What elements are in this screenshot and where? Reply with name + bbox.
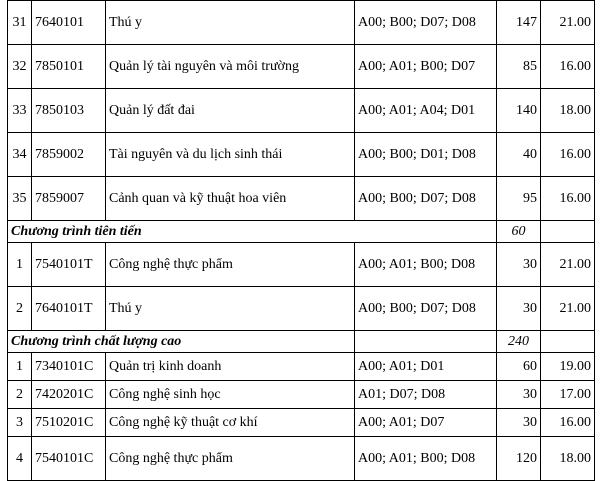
quota: 147 <box>497 1 541 45</box>
cutoff-score: 16.00 <box>541 177 595 221</box>
program-code: 7640101T <box>32 287 106 331</box>
program-name: Công nghệ sinh học <box>106 381 355 409</box>
program-code: 7540101C <box>32 437 106 481</box>
cutoff-score: 21.00 <box>541 287 595 331</box>
subject-combinations: A00; A01; A04; D01 <box>355 89 497 133</box>
table-row <box>8 45 595 89</box>
cutoff-score: 16.00 <box>541 45 595 89</box>
table-row <box>8 1 595 45</box>
empty-cell <box>541 331 595 353</box>
quota: 30 <box>497 243 541 287</box>
quota: 120 <box>497 437 541 481</box>
row-number: 35 <box>8 177 32 221</box>
cutoff-score: 18.00 <box>541 437 595 481</box>
subject-combinations: A00; B00; D07; D08 <box>355 287 497 331</box>
table-row <box>8 381 595 409</box>
empty-cell <box>355 331 497 353</box>
section-title: Chương trình chất lượng cao <box>8 331 355 353</box>
quota: 140 <box>497 89 541 133</box>
quota: 30 <box>497 409 541 437</box>
row-number: 1 <box>8 353 32 381</box>
table-row <box>8 287 595 331</box>
program-name: Công nghệ thực phẩm <box>106 243 355 287</box>
program-code: 7850103 <box>32 89 106 133</box>
cutoff-score: 19.00 <box>541 353 595 381</box>
subject-combinations: A00; A01; D07 <box>355 409 497 437</box>
program-code: 7850101 <box>32 45 106 89</box>
program-code: 7510201C <box>32 409 106 437</box>
row-number: 34 <box>8 133 32 177</box>
quota: 30 <box>497 381 541 409</box>
program-code: 7420201C <box>32 381 106 409</box>
table-row <box>8 353 595 381</box>
subject-combinations: A00; A01; D01 <box>355 353 497 381</box>
cutoff-score: 18.00 <box>541 89 595 133</box>
quota: 40 <box>497 133 541 177</box>
program-code: 7859002 <box>32 133 106 177</box>
subject-combinations: A00; A01; B00; D07 <box>355 45 497 89</box>
program-name: Cảnh quan và kỹ thuật hoa viên <box>106 177 355 221</box>
program-code: 7340101C <box>32 353 106 381</box>
section-row <box>8 221 595 243</box>
cutoff-score: 16.00 <box>541 409 595 437</box>
program-name: Công nghệ kỹ thuật cơ khí <box>106 409 355 437</box>
section-quota: 60 <box>497 221 541 243</box>
row-number: 31 <box>8 1 32 45</box>
cutoff-score: 21.00 <box>541 243 595 287</box>
admissions-table <box>7 0 595 481</box>
subject-combinations: A00; B00; D01; D08 <box>355 133 497 177</box>
row-number: 2 <box>8 287 32 331</box>
table-row <box>8 243 595 287</box>
section-quota: 240 <box>497 331 541 353</box>
subject-combinations: A00; A01; B00; D08 <box>355 437 497 481</box>
table-row <box>8 177 595 221</box>
table-row <box>8 133 595 177</box>
quota: 30 <box>497 287 541 331</box>
row-number: 1 <box>8 243 32 287</box>
cutoff-score: 21.00 <box>541 1 595 45</box>
program-code: 7540101T <box>32 243 106 287</box>
row-number: 2 <box>8 381 32 409</box>
empty-cell <box>541 221 595 243</box>
program-name: Quản trị kinh doanh <box>106 353 355 381</box>
cutoff-score: 16.00 <box>541 133 595 177</box>
section-title: Chương trình tiên tiến <box>8 221 497 243</box>
subject-combinations: A00; B00; D07; D08 <box>355 1 497 45</box>
program-code: 7640101 <box>32 1 106 45</box>
quota: 85 <box>497 45 541 89</box>
program-name: Quản lý tài nguyên và môi trường <box>106 45 355 89</box>
row-number: 32 <box>8 45 32 89</box>
table-row <box>8 409 595 437</box>
program-name: Tài nguyên và du lịch sinh thái <box>106 133 355 177</box>
section-row <box>8 331 595 353</box>
program-name: Quản lý đất đai <box>106 89 355 133</box>
quota: 95 <box>497 177 541 221</box>
program-name: Thú y <box>106 1 355 45</box>
program-name: Thú y <box>106 287 355 331</box>
cutoff-score: 17.00 <box>541 381 595 409</box>
table-row <box>8 89 595 133</box>
program-name: Công nghệ thực phẩm <box>106 437 355 481</box>
subject-combinations: A00; B00; D07; D08 <box>355 177 497 221</box>
row-number: 4 <box>8 437 32 481</box>
quota: 60 <box>497 353 541 381</box>
subject-combinations: A01; D07; D08 <box>355 381 497 409</box>
row-number: 3 <box>8 409 32 437</box>
row-number: 33 <box>8 89 32 133</box>
subject-combinations: A00; A01; B00; D08 <box>355 243 497 287</box>
table-row <box>8 437 595 481</box>
program-code: 7859007 <box>32 177 106 221</box>
